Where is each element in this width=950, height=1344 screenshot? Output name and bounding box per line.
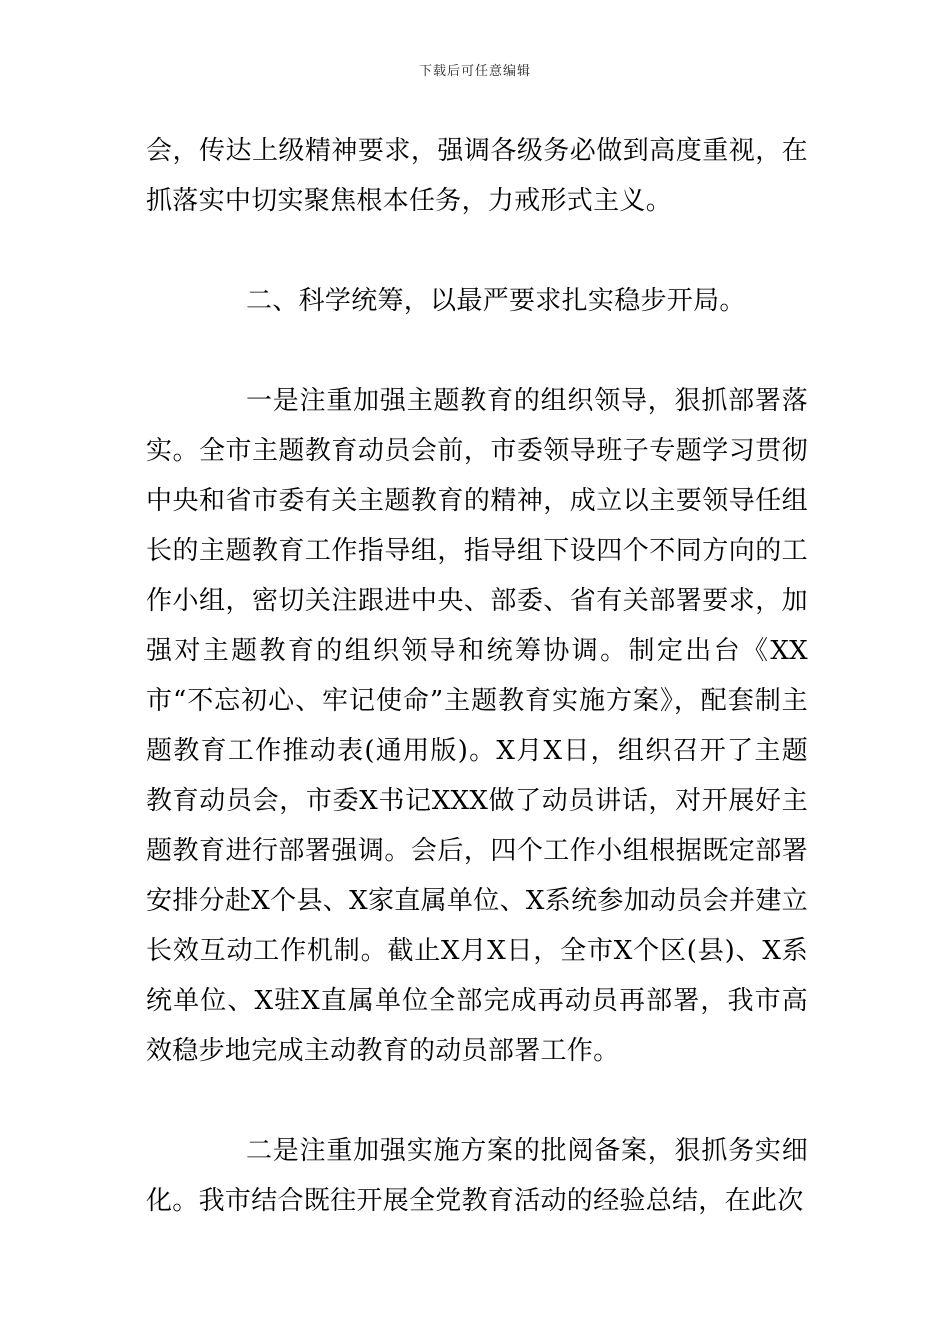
document-body (146, 126, 808, 1226)
paragraph-gap (146, 326, 808, 376)
paragraph-gap (146, 1076, 808, 1126)
paragraph-plan-review: 二是注重加强实施方案的批阅备案，狠抓务实细化。我市结合既往开展全党教育活动的经验总结，在此次 (146, 1136, 808, 1216)
paragraph-continued: 会，传达上级精神要求，强调各级务必做到高度重视，在抓落实中切实聚焦根本任务，力戒形式主义。 (146, 136, 808, 216)
page-header: 下载后可任意编辑 (418, 64, 531, 79)
paragraph-gap (146, 226, 808, 276)
section-heading: 二、科学统筹，以最严要求扎实稳步开局。 (246, 286, 746, 316)
paragraph-organization-leadership: 一是注重加强主题教育的组织领导，狠抓部署落实。全市主题教育动员会前，市委领导班子专题学习贯彻中央和省市委有关主题教育的精神，成立以主要领导任组长的主题教育工作指导组，指导组下设四个不同方向的工作小组，密切关注跟进中央、部委、省有关部署要求，加强对主题教育的组织领导和统筹协调。制定出台《XX市“不忘初心、牢记使命”主题教育实施方案》，配套制主题教育工作推动表(通用版)。X月X日，组织召开了主题教育动员会，市委X书记XXX做了动员讲话，对开展好主题教育进行部署强调。会后，四个工作小组根据既定部署安排分赴X个县、X家直属单位、X系统参加动员会并建立长效互动工作机制。截止X月X日，全市X个区(县)、X系统单位、X驻X直属单位全部完成再动员再部署，我市高效稳步地完成主动教育的动员部署工作。 (146, 386, 808, 1066)
